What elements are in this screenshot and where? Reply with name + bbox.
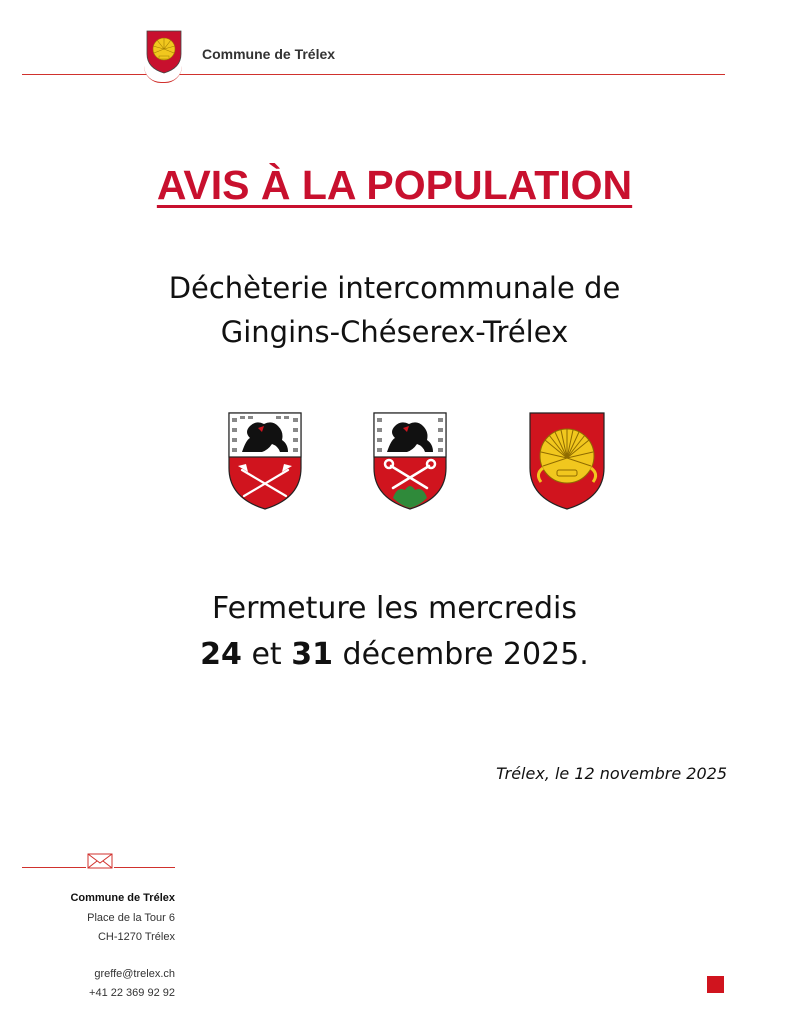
trelex-crest-icon [529,412,605,510]
footer-org: Commune de Trélex [70,892,175,904]
trelex-crest-icon [146,30,182,74]
corner-square-mark [707,976,724,993]
notice-subtitle [0,266,789,354]
envelope-icon [86,851,114,871]
closure-month-year: décembre 2025. [342,637,589,672]
closure-day-1: 24 [200,637,242,672]
notice-title: AVIS À LA POPULATION [156,162,633,208]
header-title: Commune de Trélex [202,46,336,62]
footer-street: Place de la Tour 6 [87,911,175,924]
footer-city: CH-1270 Trélex [97,931,175,943]
footer-email[interactable]: greffe@trelex.ch [94,967,175,980]
gingins-crest-icon [228,412,302,510]
footer-phone[interactable]: +41 22 369 92 92 [89,987,175,999]
footer-contact [70,889,175,1004]
cheserex-crest-icon [373,412,447,510]
closure-notice [0,586,789,678]
header-rule [22,74,725,75]
date-line: Trélex, le 12 novembre 2025 [496,764,727,783]
closure-day-2: 31 [291,637,333,672]
subtitle-line-2: Gingins-Chéserex-Trélex [220,315,569,349]
closure-conjunction: et [251,637,282,672]
subtitle-line-1: Déchèterie intercommunale de [168,271,621,305]
footer-gap [70,948,175,965]
closure-line-2 [0,632,789,678]
closure-line-1: Fermeture les mercredis [212,591,577,626]
